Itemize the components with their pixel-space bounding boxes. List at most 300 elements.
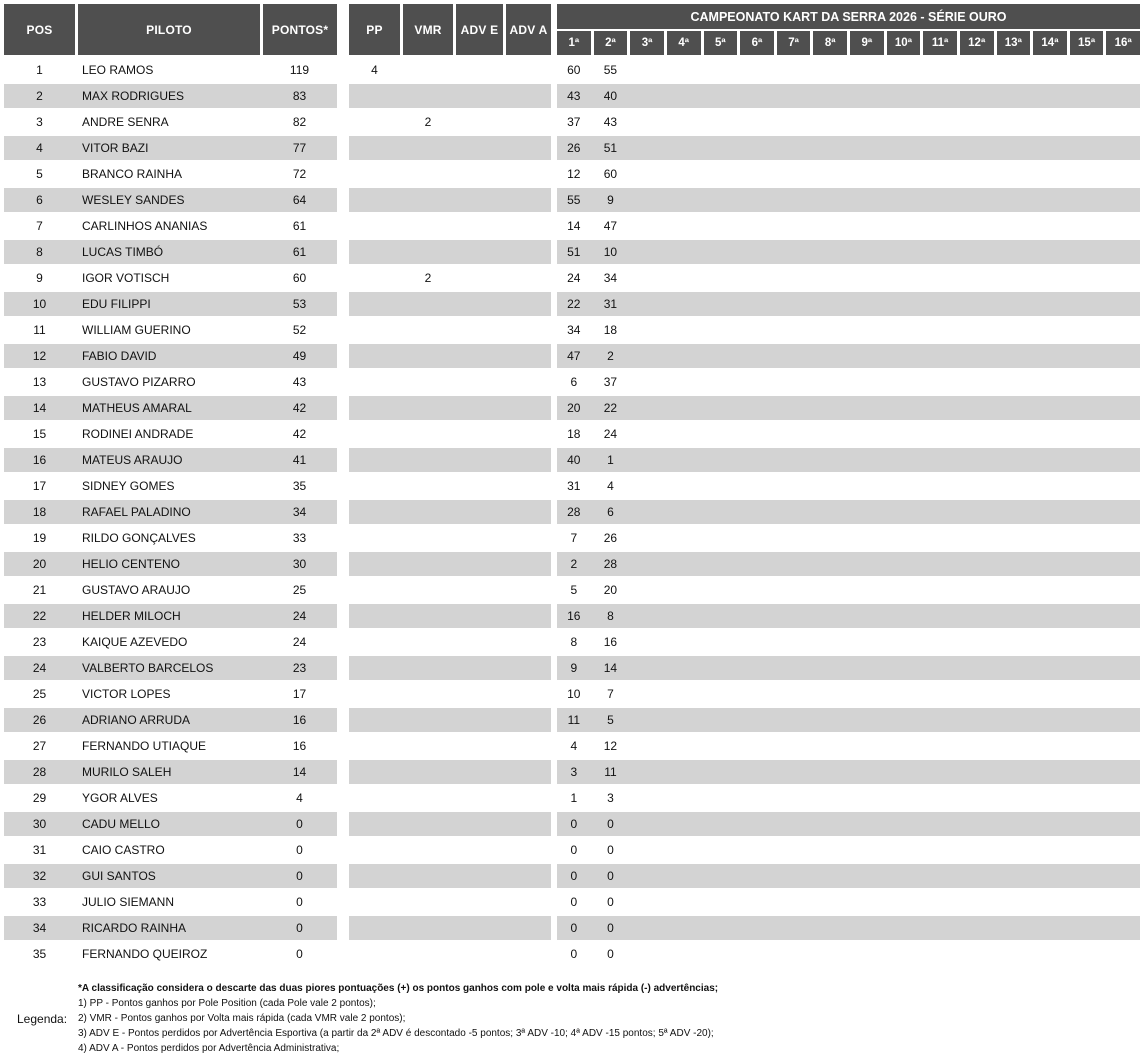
cell-race-1: 10 [567,687,581,701]
row-races-segment [557,708,1140,732]
cell-piloto: GUSTAVO PIZARRO [82,375,196,389]
cell-race-2: 18 [603,323,618,337]
cell-pontos: 0 [296,843,303,857]
row-races-segment [557,812,1140,836]
cell-race-1: 11 [567,713,581,727]
legend-line-2: 1) PP - Pontos ganhos por Pole Position (cada Pole vale 2 pontos); [78,998,376,1009]
row-races-segment [557,58,1140,82]
cell-pos: 27 [32,739,47,753]
cell-race-1: 60 [567,63,581,77]
row-main-segment [4,396,337,420]
standings-row [0,83,1147,109]
column-header-adv-a: ADV A [506,4,551,55]
row-bonus-segment [349,292,551,316]
row-races-segment [557,214,1140,238]
cell-pontos: 53 [292,297,307,311]
cell-pontos: 33 [292,531,307,545]
cell-race-1: 28 [567,505,581,519]
cell-piloto: FERNANDO UTIAQUE [82,739,207,753]
row-races-segment [557,240,1140,264]
cell-pos: 26 [32,713,47,727]
column-header-vmr: VMR [403,4,453,55]
cell-pos: 25 [32,687,47,701]
row-bonus-segment [349,864,551,888]
cell-piloto: RICARDO RAINHA [82,921,187,935]
standings-row [0,707,1147,733]
standings-row [0,733,1147,759]
cell-race-1: 40 [567,453,581,467]
cell-pontos: 52 [292,323,307,337]
cell-race-1: 8 [570,635,578,649]
cell-race-2: 55 [603,63,618,77]
row-bonus-segment [349,916,551,940]
cell-race-1: 4 [570,739,578,753]
cell-piloto: WESLEY SANDES [82,193,185,207]
cell-piloto: MATHEUS AMARAL [82,401,192,415]
standings-row [0,57,1147,83]
row-bonus-segment [349,110,551,134]
row-races-segment [557,760,1140,784]
standings-row [0,265,1147,291]
row-races-segment [557,682,1140,706]
cell-race-1: 5 [570,583,578,597]
column-header-pp: PP [349,4,400,55]
cell-piloto: MURILO SALEH [82,765,172,779]
cell-pontos: 60 [292,271,307,285]
cell-pos: 15 [32,427,47,441]
cell-piloto: IGOR VOTISCH [82,271,170,285]
row-bonus-segment [349,760,551,784]
cell-pontos: 0 [296,895,303,909]
cell-race-1: 34 [567,323,581,337]
cell-pos: 13 [32,375,47,389]
cell-pontos: 42 [292,427,307,441]
cell-pos: 18 [32,505,47,519]
cell-pontos: 34 [292,505,307,519]
cell-race-2: 43 [603,115,618,129]
row-bonus-segment [349,240,551,264]
cell-piloto: LEO RAMOS [82,63,154,77]
cell-race-1: 0 [570,869,578,883]
cell-race-2: 20 [603,583,618,597]
cell-race-2: 0 [607,921,614,935]
row-main-segment [4,136,337,160]
cell-piloto: WILLIAM GUERINO [82,323,191,337]
cell-race-2: 12 [603,739,618,753]
standings-row [0,837,1147,863]
cell-pos: 22 [32,609,47,623]
row-races-segment [557,474,1140,498]
cell-pontos: 23 [292,661,307,675]
column-header-pos: POS [4,4,75,55]
cell-pontos: 83 [292,89,307,103]
row-bonus-segment [349,344,551,368]
row-races-segment [557,630,1140,654]
cell-piloto: GUSTAVO ARAUJO [82,583,191,597]
cell-pos: 9 [36,271,43,285]
row-races-segment [557,448,1140,472]
row-bonus-segment [349,188,551,212]
cell-pontos: 119 [289,63,310,77]
row-bonus-segment [349,604,551,628]
race-column-header-14: 14ª [1033,31,1067,55]
cell-race-1: 0 [570,817,578,831]
cell-race-1: 2 [570,557,578,571]
cell-piloto: VICTOR LOPES [82,687,171,701]
cell-pos: 32 [32,869,47,883]
cell-race-2: 6 [607,505,614,519]
cell-race-2: 0 [607,817,614,831]
cell-piloto: CAIO CASTRO [82,843,165,857]
row-bonus-segment [349,214,551,238]
row-bonus-segment [349,500,551,524]
cell-race-2: 0 [607,843,614,857]
row-main-segment [4,630,337,654]
cell-piloto: FABIO DAVID [82,349,157,363]
cell-race-2: 3 [607,791,614,805]
standings-row [0,551,1147,577]
row-bonus-segment [349,474,551,498]
row-main-segment [4,240,337,264]
cell-race-1: 0 [570,947,578,961]
cell-piloto: FERNANDO QUEIROZ [82,947,208,961]
cell-race-1: 7 [570,531,578,545]
cell-pos: 34 [32,921,47,935]
cell-pos: 31 [32,843,47,857]
cell-race-2: 5 [607,713,614,727]
row-bonus-segment [349,136,551,160]
row-bonus-segment [349,422,551,446]
column-header-pontos: PONTOS* [263,4,337,55]
row-bonus-segment [349,552,551,576]
race-column-header-6: 6ª [740,31,774,55]
row-races-segment [557,136,1140,160]
cell-pos: 1 [36,63,43,77]
cell-pos: 4 [36,141,43,155]
cell-pos: 16 [32,453,47,467]
cell-pontos: 72 [292,167,307,181]
row-main-segment [4,370,337,394]
standings-row [0,135,1147,161]
cell-race-2: 28 [603,557,618,571]
cell-pos: 12 [32,349,47,363]
cell-pontos: 35 [292,479,307,493]
row-main-segment [4,292,337,316]
cell-pos: 35 [32,947,47,961]
row-races-segment [557,734,1140,758]
cell-pontos: 0 [296,817,303,831]
row-bonus-segment [349,890,551,914]
cell-piloto: LUCAS TIMBÓ [82,245,164,259]
row-main-segment [4,708,337,732]
row-main-segment [4,526,337,550]
cell-pontos: 64 [292,193,307,207]
cell-pos: 28 [32,765,47,779]
cell-pos: 8 [36,245,43,259]
row-main-segment [4,942,337,966]
cell-race-2: 16 [603,635,618,649]
standings-row [0,525,1147,551]
row-main-segment [4,84,337,108]
cell-pos: 30 [32,817,47,831]
cell-race-1: 1 [570,791,578,805]
standings-row [0,473,1147,499]
row-bonus-segment [349,318,551,342]
column-header-adv-e: ADV E [456,4,503,55]
column-header-piloto: PILOTO [78,4,260,55]
cell-piloto: MAX RODRIGUES [82,89,185,103]
cell-pos: 19 [32,531,47,545]
row-main-segment [4,214,337,238]
cell-piloto: RILDO GONÇALVES [82,531,196,545]
legend-line-3: 2) VMR - Pontos ganhos por Volta mais rápida (cada VMR vale 2 pontos); [78,1013,406,1024]
cell-piloto: VALBERTO BARCELOS [82,661,214,675]
cell-pos: 14 [32,401,47,415]
cell-race-2: 7 [607,687,614,701]
cell-piloto: SIDNEY GOMES [82,479,175,493]
cell-pos: 3 [36,115,43,129]
cell-pos: 17 [32,479,47,493]
row-races-segment [557,942,1140,966]
row-bonus-segment [349,942,551,966]
cell-race-1: 26 [567,141,581,155]
row-races-segment [557,500,1140,524]
row-main-segment [4,734,337,758]
row-bonus-segment [349,162,551,186]
cell-race-1: 3 [570,765,578,779]
row-races-segment [557,656,1140,680]
row-bonus-segment [349,526,551,550]
row-main-segment [4,474,337,498]
championship-title: CAMPEONATO KART DA SERRA 2026 - SÉRIE OURO [557,4,1140,29]
cell-pontos: 16 [292,713,307,727]
standings-row [0,499,1147,525]
cell-piloto: RAFAEL PALADINO [82,505,191,519]
cell-pos: 33 [32,895,47,909]
cell-race-2: 40 [603,89,618,103]
row-races-segment [557,552,1140,576]
cell-race-2: 0 [607,895,614,909]
cell-pos: 24 [32,661,47,675]
cell-piloto: RODINEI ANDRADE [82,427,194,441]
cell-pontos: 30 [292,557,307,571]
row-main-segment [4,656,337,680]
row-main-segment [4,838,337,862]
row-main-segment [4,552,337,576]
race-column-header-12: 12ª [960,31,994,55]
cell-pontos: 16 [292,739,307,753]
cell-piloto: MATEUS ARAUJO [82,453,183,467]
cell-pos: 7 [36,219,43,233]
row-races-segment [557,110,1140,134]
row-main-segment [4,890,337,914]
cell-piloto: ANDRE SENRA [82,115,169,129]
row-races-segment [557,396,1140,420]
standings-row [0,421,1147,447]
row-races-segment [557,890,1140,914]
cell-pontos: 0 [296,921,303,935]
row-races-segment [557,422,1140,446]
row-main-segment [4,58,337,82]
row-main-segment [4,786,337,810]
standings-row [0,447,1147,473]
cell-pontos: 61 [292,245,307,259]
standings-row [0,655,1147,681]
race-column-header-15: 15ª [1070,31,1104,55]
standings-row [0,785,1147,811]
cell-race-1: 20 [567,401,581,415]
cell-race-2: 31 [603,297,618,311]
cell-race-2: 47 [603,219,618,233]
cell-piloto: CADU MELLO [82,817,161,831]
cell-race-2: 22 [603,401,618,415]
race-column-header-8: 8ª [813,31,847,55]
cell-race-2: 10 [603,245,618,259]
row-races-segment [557,604,1140,628]
cell-race-2: 26 [603,531,618,545]
row-main-segment [4,344,337,368]
row-main-segment [4,604,337,628]
cell-pontos: 14 [292,765,307,779]
cell-pontos: 0 [296,947,303,961]
cell-race-2: 8 [607,609,614,623]
standings-row [0,863,1147,889]
row-main-segment [4,110,337,134]
cell-race-1: 31 [567,479,581,493]
row-main-segment [4,682,337,706]
race-column-header-11: 11ª [923,31,957,55]
row-bonus-segment [349,786,551,810]
cell-pos: 5 [36,167,43,181]
cell-race-2: 60 [603,167,618,181]
row-main-segment [4,578,337,602]
standings-row [0,187,1147,213]
race-column-header-16: 16ª [1106,31,1140,55]
row-main-segment [4,916,337,940]
race-column-header-13: 13ª [997,31,1031,55]
race-column-header-5: 5ª [704,31,738,55]
cell-pontos: 0 [296,869,303,883]
row-races-segment [557,162,1140,186]
row-races-segment [557,370,1140,394]
row-races-segment [557,916,1140,940]
cell-pontos: 43 [292,375,307,389]
cell-race-1: 0 [570,921,578,935]
cell-race-2: 0 [607,869,614,883]
cell-race-2: 37 [603,375,618,389]
row-races-segment [557,838,1140,862]
row-bonus-segment [349,630,551,654]
cell-piloto: KAIQUE AZEVEDO [82,635,188,649]
cell-pontos: 4 [296,791,303,805]
cell-piloto: CARLINHOS ANANIAS [82,219,208,233]
row-main-segment [4,318,337,342]
cell-pos: 6 [36,193,43,207]
cell-pos: 23 [32,635,47,649]
cell-race-2: 0 [607,947,614,961]
standings-row [0,239,1147,265]
row-main-segment [4,422,337,446]
row-main-segment [4,448,337,472]
standings-row [0,915,1147,941]
cell-pontos: 17 [292,687,307,701]
race-column-header-2: 2ª [594,31,628,55]
row-main-segment [4,812,337,836]
row-bonus-segment [349,578,551,602]
row-races-segment [557,266,1140,290]
standings-row [0,629,1147,655]
race-column-header-7: 7ª [777,31,811,55]
race-column-header-4: 4ª [667,31,701,55]
cell-pos: 21 [32,583,47,597]
row-bonus-segment [349,266,551,290]
row-bonus-segment [349,448,551,472]
standings-row [0,343,1147,369]
cell-piloto: GUI SANTOS [82,869,156,883]
cell-race-2: 51 [603,141,618,155]
cell-race-1: 6 [570,375,578,389]
row-main-segment [4,864,337,888]
cell-pontos: 24 [292,635,307,649]
row-races-segment [557,344,1140,368]
cell-piloto: EDU FILIPPI [82,297,151,311]
row-races-segment [557,292,1140,316]
cell-pontos: 42 [292,401,307,415]
race-column-header-9: 9ª [850,31,884,55]
cell-pos: 2 [36,89,43,103]
cell-pontos: 77 [292,141,307,155]
cell-pos: 10 [32,297,47,311]
standings-row [0,941,1147,967]
cell-race-1: 37 [567,115,581,129]
cell-race-2: 2 [607,349,614,363]
row-bonus-segment [349,812,551,836]
cell-pp: 4 [371,63,378,77]
cell-pontos: 82 [292,115,307,129]
standings-row [0,109,1147,135]
race-column-header-1: 1ª [557,31,591,55]
standings-row [0,681,1147,707]
row-main-segment [4,266,337,290]
row-races-segment [557,526,1140,550]
legend-line-1: *A classificação considera o descarte das duas piores pontuações (+) os pontos ganhos com pole e volta mais rápida (-) advertências; [78,983,719,994]
standings-row [0,213,1147,239]
race-number-header-row [557,31,1140,55]
cell-pos: 11 [33,323,46,337]
cell-race-2: 11 [604,765,617,779]
standings-row [0,291,1147,317]
row-races-segment [557,318,1140,342]
row-races-segment [557,578,1140,602]
standings-row [0,759,1147,785]
standings-row [0,811,1147,837]
row-bonus-segment [349,708,551,732]
row-bonus-segment [349,58,551,82]
cell-race-1: 24 [567,271,581,285]
cell-race-2: 14 [603,661,618,675]
cell-race-1: 47 [567,349,581,363]
row-bonus-segment [349,84,551,108]
row-bonus-segment [349,734,551,758]
row-main-segment [4,188,337,212]
race-column-header-10: 10ª [887,31,921,55]
row-main-segment [4,760,337,784]
standings-row [0,577,1147,603]
row-main-segment [4,162,337,186]
cell-vmr: 2 [424,271,432,285]
row-races-segment [557,188,1140,212]
row-main-segment [4,500,337,524]
